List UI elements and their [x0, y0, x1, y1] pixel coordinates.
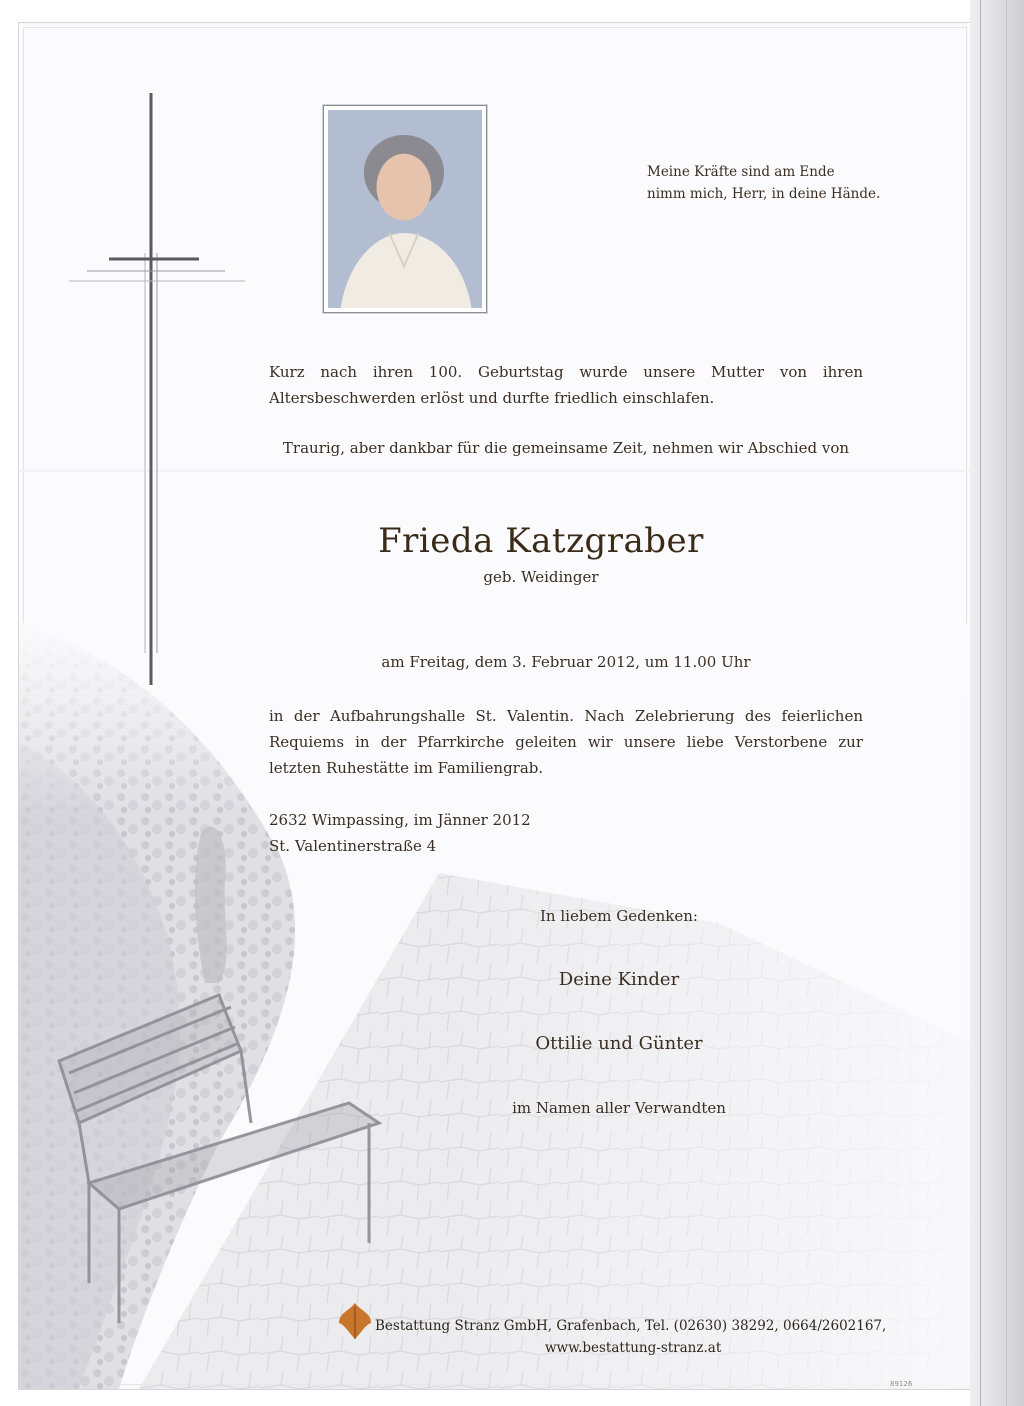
- portrait-photo: [323, 105, 487, 313]
- intro-paragraph: Kurz nach ihren 100. Geburtstag wurde unsere Mutter von ihren Altersbeschwerden erlöst und durfte friedlich einschlafen.: [269, 363, 863, 407]
- quote-line-1: Meine Kräfte sind am Ende: [647, 164, 835, 180]
- quote: [647, 161, 927, 205]
- edge-line: [980, 0, 981, 1406]
- edge-line-2: [1006, 0, 1007, 1406]
- relatives-line: im Namen aller Verwandten: [512, 1099, 726, 1117]
- farewell-line: Traurig, aber dankbar für die gemeinsame Zeit, nehmen wir Abschied von: [282, 439, 850, 457]
- children-label: Deine Kinder: [558, 969, 680, 990]
- page-edge: [970, 0, 1024, 1406]
- quote-line-2: nimm mich, Herr, in deine Hände.: [647, 186, 881, 202]
- print-code: 89126: [890, 1380, 913, 1388]
- footer-company: Bestattung Stranz GmbH, Grafenbach, Tel. (02630) 38292, 0664/2602167,: [375, 1318, 887, 1334]
- cross-icon: [19, 23, 279, 723]
- place-block: [269, 807, 669, 859]
- footer-website[interactable]: www.bestattung-stranz.at: [545, 1340, 722, 1356]
- leaf-logo-icon: [335, 1301, 375, 1341]
- birth-name: geb. Weidinger: [483, 568, 599, 586]
- obituary-sheet: [18, 22, 972, 1390]
- children-names: Ottilie und Günter: [535, 1033, 703, 1054]
- memory-greeting: In liebem Gedenken:: [540, 907, 698, 925]
- ceremony-date: am Freitag, dem 3. Februar 2012, um 11.00 Uhr: [381, 653, 751, 671]
- place-line-1: 2632 Wimpassing, im Jänner 2012: [269, 811, 531, 829]
- ceremony-details: in der Aufbahrungshalle St. Valentin. Nach Zelebrierung des feierlichen Requiems in der Pfarrkirche geleiten wir unsere liebe Verstorbene zur letzten Ruhestätte im Familiengrab.: [269, 707, 863, 777]
- place-line-2: St. Valentinerstraße 4: [269, 837, 437, 855]
- deceased-name: Frieda Katzgraber: [378, 521, 704, 561]
